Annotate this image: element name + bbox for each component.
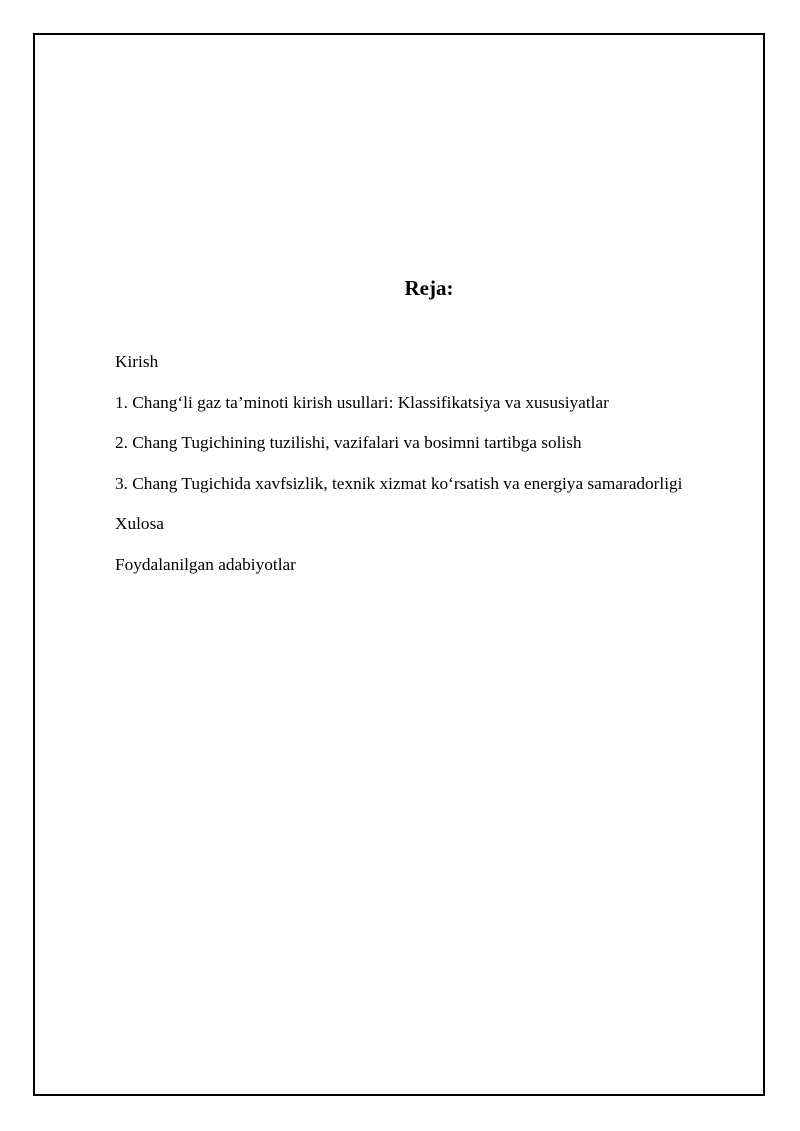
toc-item-chapter-3: 3. Chang Tugichida xavfsizlik, texnik xizmat ko‘rsatish va energiya samaradorligi [115, 473, 683, 493]
toc-item-introduction: Kirish [115, 352, 159, 371]
page-title: Reja: [404, 276, 454, 300]
toc-item-references: Foydalanilgan adabiyotlar [115, 554, 296, 574]
toc-item-chapter-1: 1. Chang‘li gaz ta’minoti kirish usullari: Klassifikatsiya va xususiyatlar [115, 392, 609, 412]
toc-item-conclusion: Xulosa [115, 514, 164, 533]
toc-item-chapter-2: 2. Chang Tugichining tuzilishi, vazifalari va bosimni tartibga solish [115, 433, 582, 452]
table-of-contents [115, 350, 682, 593]
